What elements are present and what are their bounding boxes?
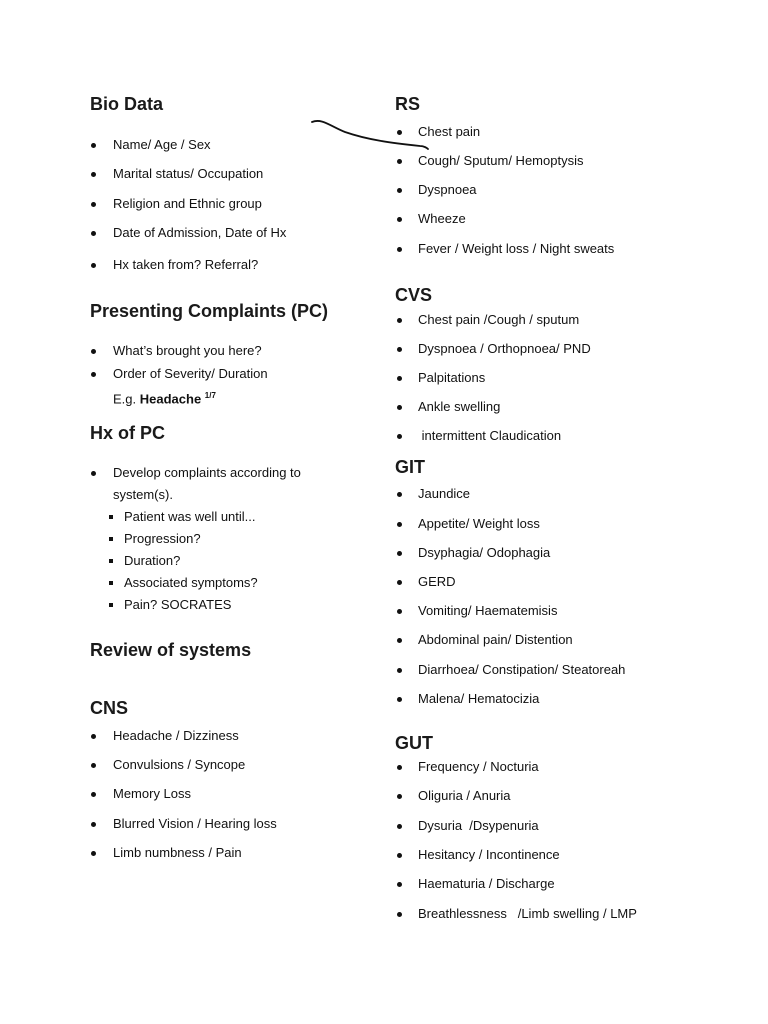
bullet-icon <box>91 822 96 827</box>
bullet-icon <box>91 349 96 354</box>
example-bold-text: Headache <box>139 391 202 407</box>
list-item-label: Convulsions / Syncope <box>113 757 246 772</box>
list-item-label: Hesitancy / Incontinence <box>418 847 560 862</box>
bullet-icon <box>397 217 402 222</box>
list-item-label: Vomiting/ Haematemisis <box>418 603 558 618</box>
rs-heading: RS <box>395 94 421 114</box>
bullet-icon <box>91 263 96 268</box>
bullet-icon <box>397 188 402 193</box>
bullet-icon <box>91 792 96 797</box>
git-heading: GIT <box>395 457 425 477</box>
list-item-label: Frequency / Nocturia <box>418 759 539 774</box>
bullet-icon <box>397 697 402 702</box>
bullet-icon <box>91 471 96 476</box>
list-item-label: Palpitations <box>418 370 486 385</box>
list-item-label: Jaundice <box>418 486 471 501</box>
bullet-icon <box>91 851 96 856</box>
list-item-label: Abdominal pain/ Distention <box>418 632 573 647</box>
bullet-icon <box>397 347 402 352</box>
bullet-icon <box>91 734 96 739</box>
list-item-label: Dyspnoea / Orthopnoea/ PND <box>418 341 591 356</box>
list-item-label: Name/ Age / Sex <box>113 137 211 152</box>
list-item-label: Memory Loss <box>113 786 192 801</box>
bullet-icon <box>91 231 96 236</box>
presenting-complaints-heading: Presenting Complaints (PC) <box>90 301 329 321</box>
bullet-icon <box>91 172 96 177</box>
bullet-icon <box>397 434 402 439</box>
list-item-label: What’s brought you here? <box>113 343 262 358</box>
bullet-icon <box>397 405 402 410</box>
sub-list-item-label: Pain? SOCRATES <box>124 597 232 612</box>
list-item-label: Headache / Dizziness <box>113 728 239 743</box>
bullet-icon <box>397 668 402 673</box>
bullet-icon <box>397 824 402 829</box>
square-bullet-icon <box>109 559 113 563</box>
list-item-label: Cough/ Sputum/ Hemoptysis <box>418 153 584 168</box>
bullet-icon <box>91 372 96 377</box>
square-bullet-icon <box>109 581 113 585</box>
list-item-label: Chest pain <box>418 124 481 139</box>
bullet-icon <box>397 247 402 252</box>
sub-list-item-label: Associated symptoms? <box>124 575 258 590</box>
bullet-icon <box>397 376 402 381</box>
list-item-label: Hx taken from? Referral? <box>113 257 259 272</box>
example-line <box>113 385 216 410</box>
hx-of-pc-heading: Hx of PC <box>90 423 166 443</box>
square-bullet-icon <box>109 515 113 519</box>
bullet-icon <box>397 318 402 323</box>
bullet-icon <box>397 638 402 643</box>
sub-list-item-label: Duration? <box>124 553 181 568</box>
bullet-icon <box>397 492 402 497</box>
example-superscript: 1/7 <box>204 391 216 400</box>
list-item-label: Develop complaints according to <box>113 465 301 480</box>
list-item-label: Chest pain /Cough / sputum <box>418 312 580 327</box>
list-item-label: Dsyphagia/ Odophagia <box>418 545 551 560</box>
square-bullet-icon <box>109 537 113 541</box>
list-item-label: Limb numbness / Pain <box>113 845 242 860</box>
bullet-icon <box>397 159 402 164</box>
bullet-icon <box>91 763 96 768</box>
gut-heading: GUT <box>395 733 433 753</box>
bullet-icon <box>397 551 402 556</box>
list-item-label: Diarrhoea/ Constipation/ Steatoreah <box>418 662 626 677</box>
bullet-icon <box>397 522 402 527</box>
bullet-icon <box>397 765 402 770</box>
list-item-label: Ankle swelling <box>418 399 501 414</box>
bullet-icon <box>397 130 402 135</box>
bullet-icon <box>91 202 96 207</box>
cvs-heading: CVS <box>395 285 433 305</box>
cns-heading: CNS <box>90 698 129 718</box>
list-item-continuation: system(s). <box>113 487 173 502</box>
sub-list-item-label: Progression? <box>124 531 201 546</box>
list-item-label: Fever / Weight loss / Night sweats <box>418 241 615 256</box>
bullet-icon <box>397 882 402 887</box>
list-item-label: GERD <box>418 574 456 589</box>
list-item-label: Religion and Ethnic group <box>113 196 262 211</box>
list-item-label: Haematuria / Discharge <box>418 876 555 891</box>
example-prefix: E.g. <box>113 391 137 407</box>
sub-list-item-label: Patient was well until... <box>124 509 256 524</box>
bullet-icon <box>397 794 402 799</box>
list-item-label: Date of Admission, Date of Hx <box>113 225 287 240</box>
list-item-label: Oliguria / Anuria <box>418 788 511 803</box>
list-item-label: Breathlessness /Limb swelling / LMP <box>418 906 637 921</box>
list-item-label: Blurred Vision / Hearing loss <box>113 816 277 831</box>
list-item-label: Malena/ Hematocizia <box>418 691 540 706</box>
bio-data-heading: Bio Data <box>90 94 164 114</box>
square-bullet-icon <box>109 603 113 607</box>
list-item-label: Dysuria /Dsypenuria <box>418 818 539 833</box>
bullet-icon <box>397 609 402 614</box>
list-item-label: Appetite/ Weight loss <box>418 516 540 531</box>
list-item-label: Marital status/ Occupation <box>113 166 264 181</box>
list-item-label: Order of Severity/ Duration <box>113 366 268 381</box>
review-of-systems-heading: Review of systems <box>90 640 252 660</box>
list-item-label: Dyspnoea <box>418 182 477 197</box>
list-item-label: intermittent Claudication <box>418 428 562 443</box>
bullet-icon <box>91 143 96 148</box>
bullet-icon <box>397 580 402 585</box>
list-item-label: Wheeze <box>418 211 466 226</box>
bullet-icon <box>397 853 402 858</box>
bullet-icon <box>397 912 402 917</box>
